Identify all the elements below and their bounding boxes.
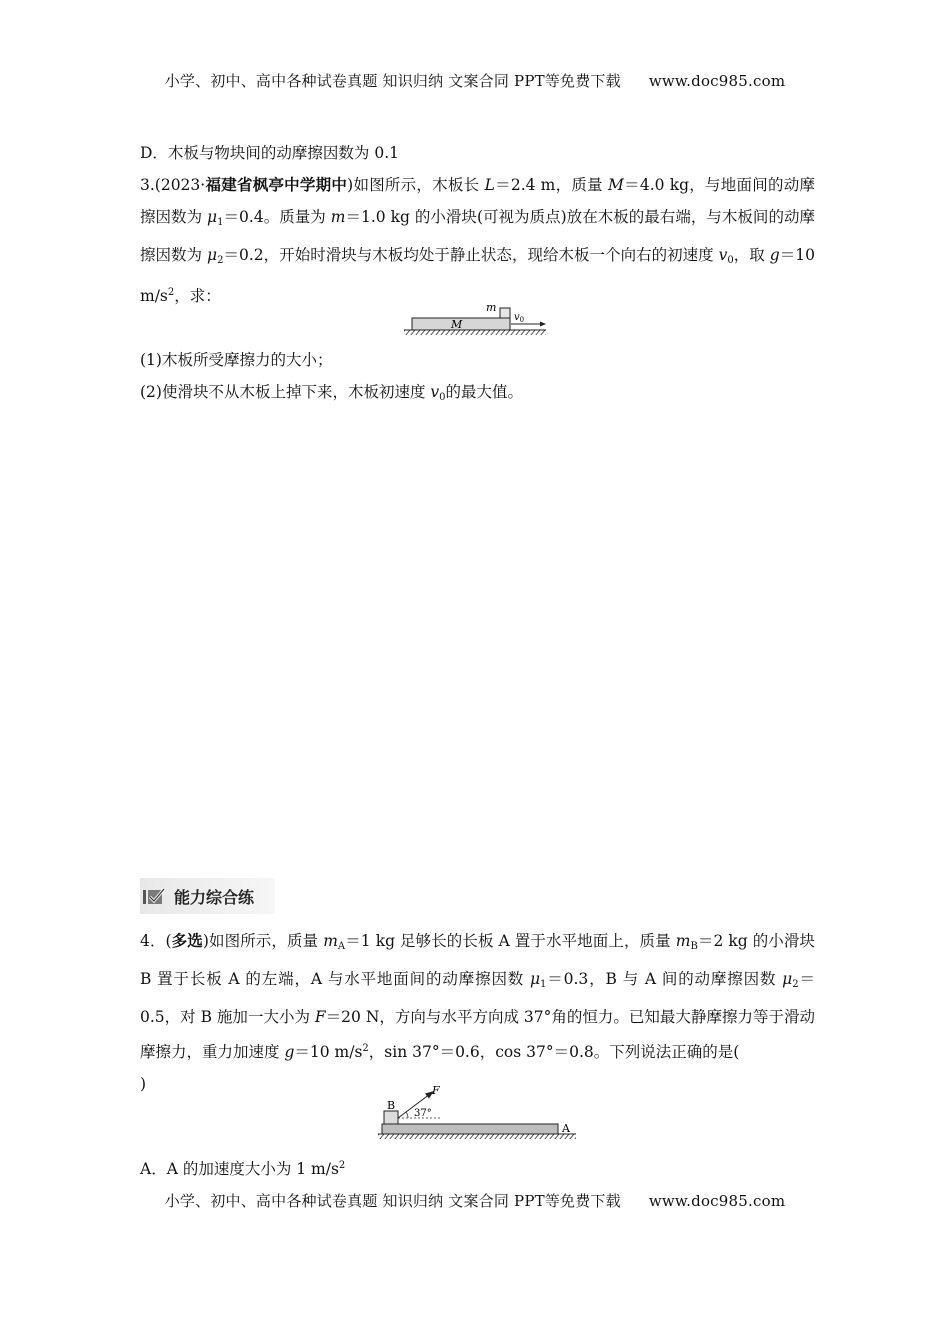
q3-g-val: ＝10 m/s [140, 246, 815, 305]
q3-g-sq: 2 [167, 287, 175, 298]
header-site[interactable]: www.doc985.com [648, 72, 786, 90]
q4-mu1: μ [529, 970, 541, 988]
q3-mu1: μ [207, 208, 218, 226]
q3-v: v [718, 246, 728, 264]
label-B: B [387, 1099, 396, 1112]
velocity-arrowhead [540, 322, 546, 327]
block-B [384, 1111, 398, 1124]
label-M: M [451, 318, 463, 331]
q4-option-a [140, 1150, 815, 1185]
q3-v-sub: 0 [727, 255, 734, 266]
q3-stem-1: )如图所示，木板长 [347, 176, 485, 194]
q3-mu1-sub: 1 [217, 217, 224, 228]
q3-sub2-b: 的最大值。 [445, 383, 524, 401]
page-header [0, 70, 950, 91]
q4-stem [140, 925, 815, 1068]
header-text: 小学、初中、高中各种试卷真题 知识归纳 文案合同 PPT等免费下载 [164, 72, 621, 90]
q3-mu2-sub: 2 [217, 255, 224, 266]
q3-end: ，求： [174, 287, 221, 305]
question-3 [140, 169, 815, 312]
q4-figure [374, 1080, 584, 1142]
q4-multi: 多选 [171, 932, 203, 950]
ground-hatch [404, 330, 546, 335]
q4-g-sq: 2 [362, 1043, 369, 1054]
q3-m: m [330, 208, 346, 226]
q3-M: M [608, 176, 624, 194]
q4-F: F [314, 1008, 326, 1026]
q4-F-val: ＝20 N，方向与水平方向成 37°角的恒力。已知最大静摩擦力等于滑动摩擦力，重力加速度 [140, 1008, 815, 1061]
q4-mA: m [323, 932, 338, 950]
q3-sub1: (1)木板所受摩擦力的大小； [140, 351, 333, 369]
q3-stem [140, 169, 815, 312]
q4-mA-sub: A [337, 941, 346, 952]
footer-text: 小学、初中、高中各种试卷真题 知识归纳 文案合同 PPT等免费下载 [164, 1192, 621, 1210]
q3-sub2 [140, 376, 815, 414]
q3-L: L [484, 176, 495, 194]
q4-mB-sub: B [690, 941, 698, 952]
question-4 [140, 925, 815, 1100]
option-a-text: A．A 的加速度大小为 1 m/s [140, 1160, 339, 1178]
checkbox-icon [142, 886, 166, 906]
q3-mu2: μ [207, 246, 218, 264]
q3-source: 福建省枫亭中学期中 [205, 176, 348, 194]
board-A [382, 1124, 558, 1134]
section-title: 能力综合练 [174, 887, 255, 907]
option-d-text: D．木板与物块间的动摩擦因数为 0.1 [140, 144, 400, 162]
option-a-sq: 2 [338, 1160, 346, 1171]
q2-option-d [140, 137, 815, 169]
q3-figure [400, 300, 560, 340]
q4-mu2-val: ＝0.5，对 B 施加一大小为 [140, 970, 815, 1026]
footer-site[interactable]: www.doc985.com [648, 1192, 786, 1210]
q4-mu1-sub: 1 [540, 979, 547, 990]
q3-g: g [769, 246, 780, 264]
q3-sub2-a: (2)使滑块不从木板上掉下来，木板初速度 [140, 383, 431, 401]
q4-mA-val: ＝1 kg 足够长的长板 A 置于水平地面上，质量 [345, 932, 676, 950]
q4-options [140, 1150, 815, 1185]
q4-stem-1: )如图所示，质量 [202, 932, 324, 950]
q3-mu1-val: ＝0.4。质量为 [223, 208, 331, 226]
q4-mu1-val: ＝0.3，B 与 A 间的动摩擦因数 [546, 970, 783, 988]
label-v0: $v_0$ [514, 312, 525, 324]
label-F: F [432, 1084, 440, 1097]
q4-g: g [284, 1043, 295, 1061]
q4-prefix: 4．( [140, 932, 172, 950]
q4-mu2: μ [782, 970, 793, 988]
q4-close: ) [140, 1075, 147, 1093]
q4-mB: m [675, 932, 691, 950]
label-angle: 37° [414, 1108, 432, 1119]
q3-subquestions [140, 344, 815, 414]
block-m [500, 308, 510, 318]
q3-mu2-val: ＝0.2，开始时滑块与木板均处于静止状态，现给木板一个向右的初速度 [223, 246, 719, 264]
q3-L-val: ＝2.4 m，质量 [494, 176, 609, 194]
page-footer [0, 1190, 950, 1211]
label-m: m [486, 301, 497, 314]
q3-sub2-v: v [430, 383, 440, 401]
q3-M-val: ＝4.0 kg，与地面间的动摩擦因数为 [140, 176, 815, 226]
q4-trig: ，sin 37°＝0.6，cos 37°＝0.8。下列说法正确的是( [368, 1043, 740, 1061]
q3-g-part: ，取 [733, 246, 770, 264]
q3-m-val: ＝1.0 kg 的小滑块(可视为质点)放在木板的最右端，与木板间的动摩擦因数为 [140, 208, 816, 264]
q3-prefix: 3.(2023· [140, 176, 206, 194]
label-A: A [562, 1122, 570, 1135]
q4-mu2-sub: 2 [792, 979, 799, 990]
q4-g-val: ＝10 m/s [294, 1043, 363, 1061]
q4-mB-val: ＝2 kg 的小滑块 B 置于长板 A 的左端，A 与水平地面间的动摩擦因数 [140, 932, 815, 988]
angle-arc [406, 1112, 408, 1118]
section-header [140, 878, 275, 914]
q3-sub2-v-sub: 0 [439, 392, 446, 403]
ground-hatch [378, 1134, 576, 1139]
